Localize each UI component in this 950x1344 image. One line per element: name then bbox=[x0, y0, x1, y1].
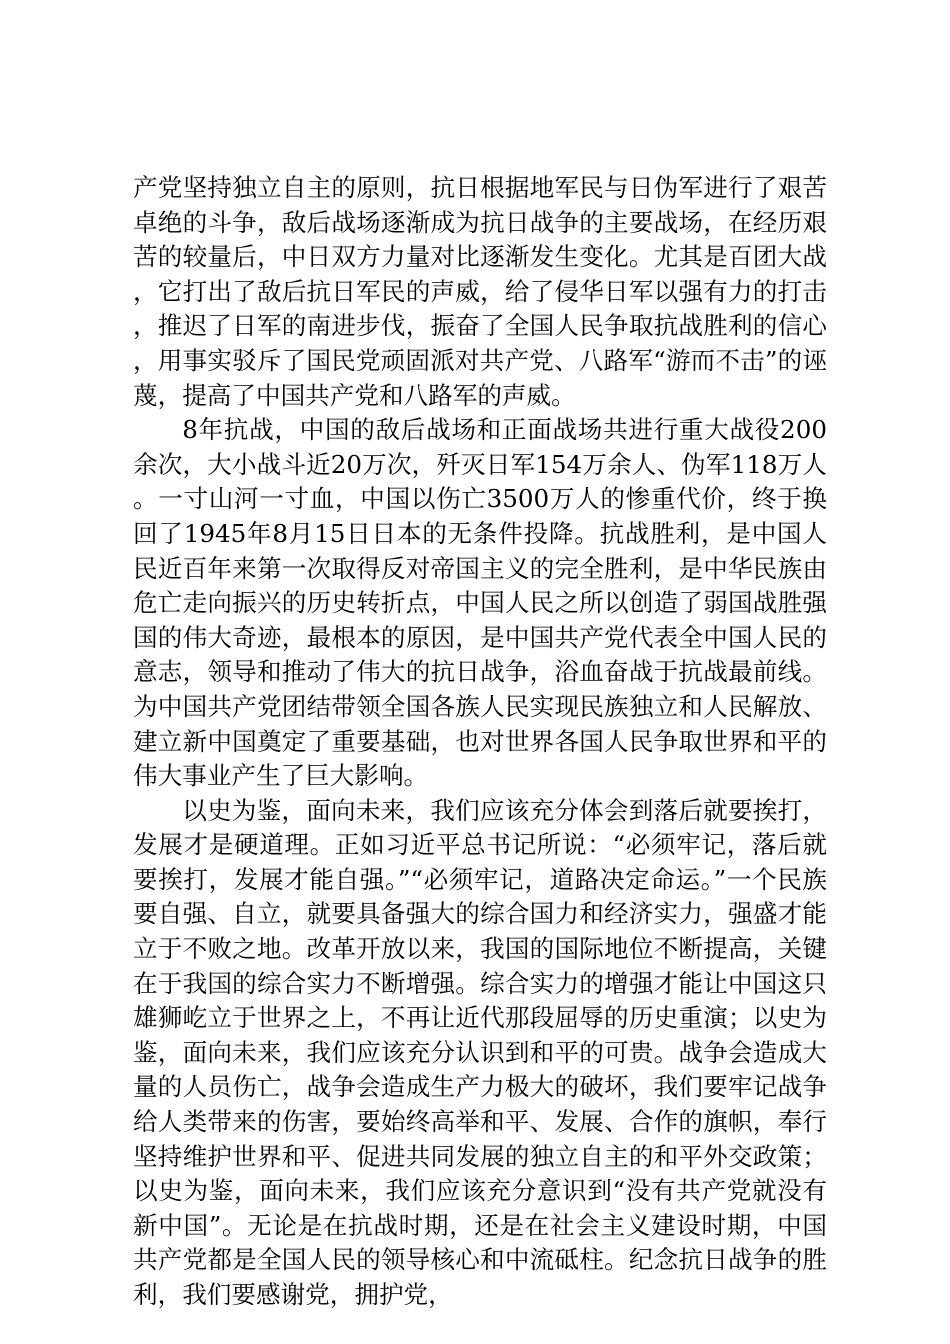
paragraph-2: 8年抗战，中国的敌后战场和正面战场共进行重大战役200余次，大小战斗近20万次，歼灭日军154万余人、伪军118万人。一寸山河一寸血，中国以伤亡3500万人的惨重代价，终于换回了1945年8月15日日本的无条件投降。抗战胜利，是中国人民近百年来第一次取得反对帝国主义的完全胜利，是中华民族由危亡走向振兴的历史转折点，中国人民之所以创造了弱国战胜强国的伟大奇迹，最根本的原因，是中国共产党代表全中国人民的意志，领导和推动了伟大的抗日战争，浴血奋战于抗战最前线。为中国共产党团结带领全国各族人民实现民族独立和人民解放、建立新中国奠定了重要基础，也对世界各国人民争取世界和平的伟大事业产生了巨大影响。 bbox=[133, 415, 827, 791]
paragraph-3: 以史为鉴，面向未来，我们应该充分体会到落后就要挨打，发展才是硬道理。正如习近平总书记所说：“必须牢记，落后就要挨打，发展才能自强。”“必须牢记，道路决定命运。”一个民族要自强、自立，就要具备强大的综合国力和经济实力，强盛才能立于不败之地。改革开放以来，我国的国际地位不断提高，关键在于我国的综合实力不断增强。综合实力的增强才能让中国这只雄狮屹立于世界之上，不再让近代那段屈辱的历史重演；以史为鉴，面向未来，我们应该充分认识到和平的可贵。战争会造成大量的人员伤亡，战争会造成生产力极大的破坏，我们要牢记战争给人类带来的伤害，要始终高举和平、发展、合作的旗帜，奉行坚持维护世界和平、促进共同发展的独立自主的和平外交政策；以史为鉴，面向未来，我们应该充分意识到“没有共产党就没有新中国”。无论是在抗战时期，还是在社会主义建设时期，中国共产党都是全国人民的领导核心和中流砥柱。纪念抗日战争的胜利，我们要感谢党，拥护党， bbox=[133, 795, 827, 1309]
paragraph-1: 产党坚持独立自主的原则，抗日根据地军民与日伪军进行了艰苦卓绝的斗争，敌后战场逐渐成为抗日战争的主要战场，在经历艰苦的较量后，中日双方力量对比逐渐发生变化。尤其是百团大战，它打出了敌后抗日军民的声威，给了侵华日军以强有力的打击，推迟了日军的南进步伐，振奋了全国人民争取抗战胜利的信心，用事实驳斥了国民党顽固派对共产党、八路军“游而不击”的诬蔑，提高了中国共产党和八路军的声威。 bbox=[133, 173, 827, 410]
document-page bbox=[133, 171, 827, 1313]
